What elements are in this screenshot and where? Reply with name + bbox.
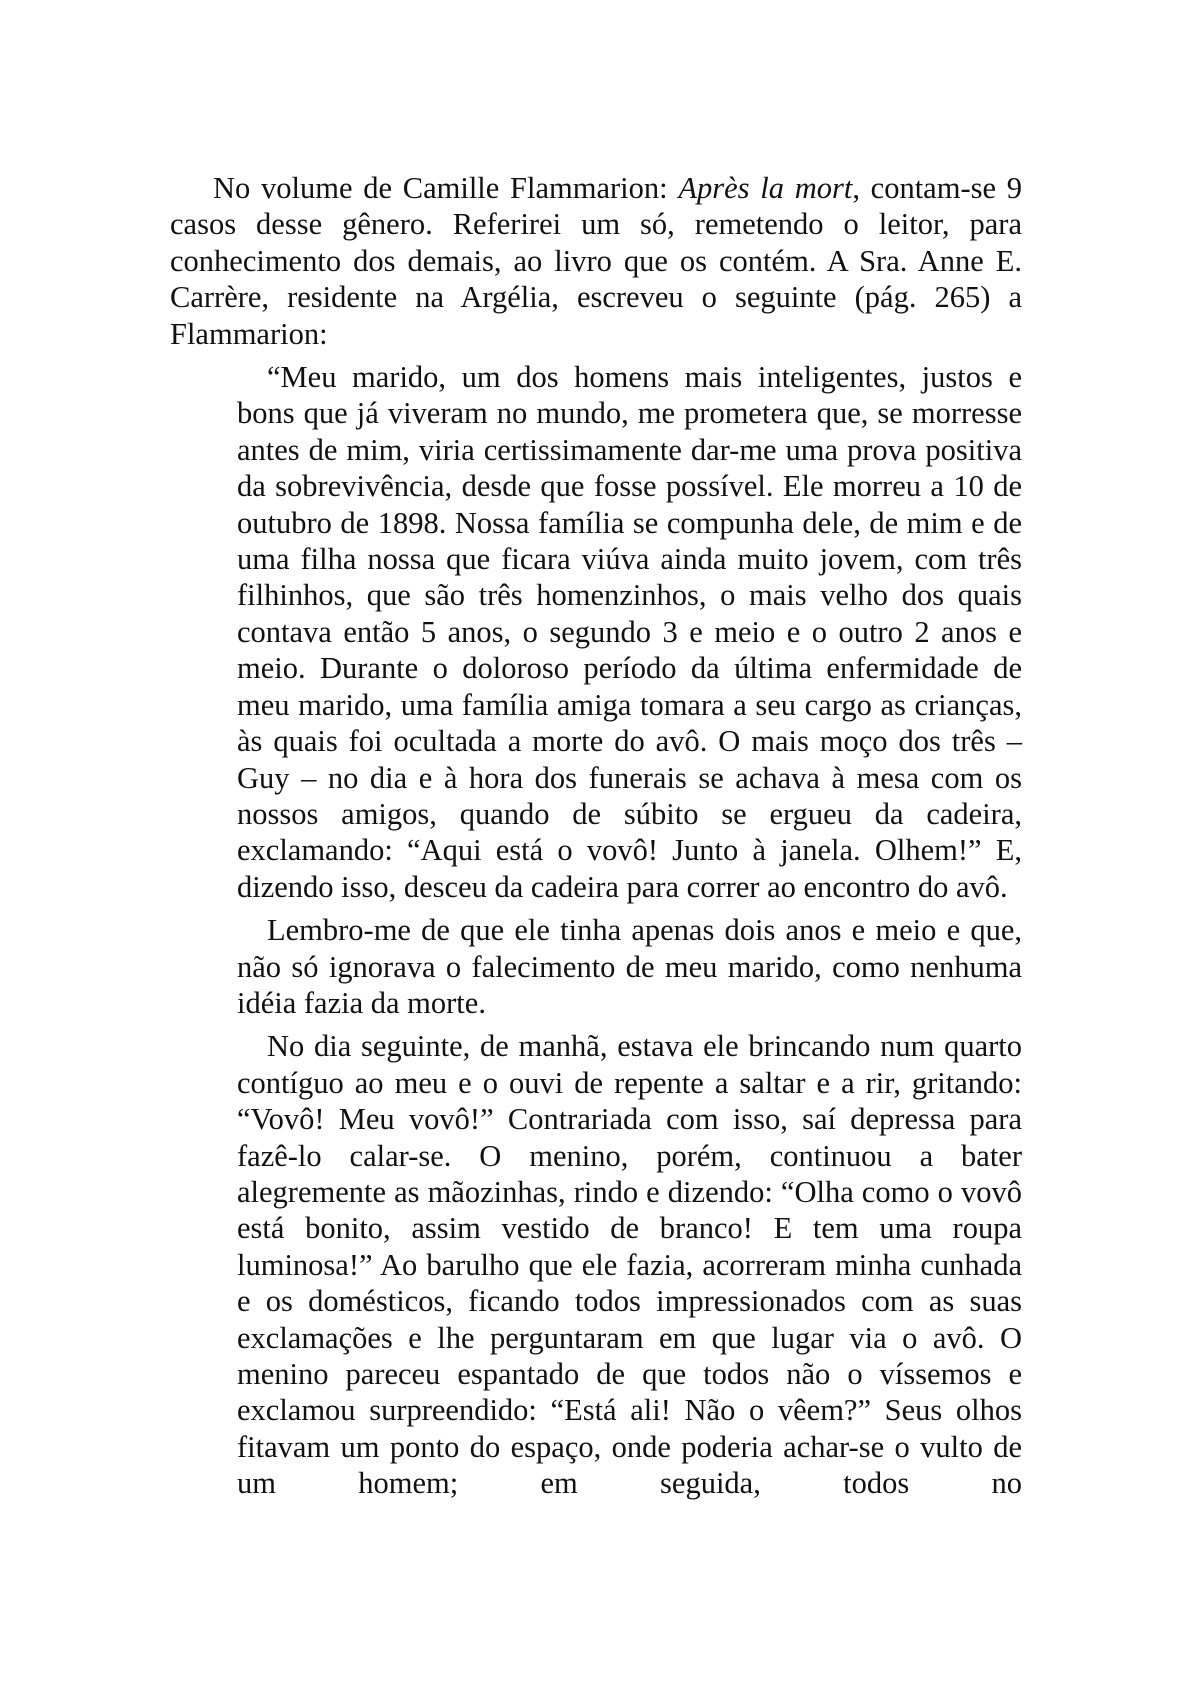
book-title: Après la mort (678, 171, 853, 205)
body-text (170, 170, 1022, 1502)
quote-paragraph-3: No dia seguinte, de manhã, estava ele brincando num quarto contíguo ao meu e o ouvi de repente a saltar e a rir, gritando: “Vovô! Meu vovô!” Contrariada com isso, saí depressa para fazê-lo calar-se. O menino, porém, continuou a bater alegremente as mãozinhas, rindo e dizendo: “Olha como o vovô está bonito, assim vestido de branco! E tem uma roupa luminosa!” Ao barulho que ele fazia, acorreram minha cunhada e os domésticos, ficando todos impressionados com as suas exclamações e lhe perguntaram em que lugar via o avô. O menino pareceu espantado de que todos não o víssemos e exclamou surpreendido: “Está ali! Não o vêem?” Seus olhos fitavam um ponto do espaço, onde poderia achar-se o vulto de um homem; em seguida, todos no (237, 1029, 1022, 1501)
quote-paragraph-2: Lembro-me de que ele tinha apenas dois anos e meio e que, não só ignorava o falecimento de meu marido, como nenhuma idéia fazia da morte. (237, 913, 1022, 1020)
intro-paragraph (170, 170, 1022, 352)
quote-paragraph-1: “Meu marido, um dos homens mais inteligentes, justos e bons que já viveram no mundo, me prometera que, se morresse antes de mim, viria certissimamente dar-me uma prova positiva da sobrevivência, desde que fosse possível. Ele morreu a 10 de outubro de 1898. Nossa família se compunha dele, de mim e de uma filha nossa que ficara viúva ainda muito jovem, com três filhinhos, que são três homenzinhos, o mais velho dos quais contava então 5 anos, o segundo 3 e meio e o outro 2 anos e meio. Durante o doloroso período da última enfermidade de meu marido, uma família amiga tomara a seu cargo as crianças, às quais foi ocultada a morte do avô. O mais moço dos três – Guy – no dia e à hora dos funerais se achava à mesa com os nossos amigos, quando de súbito se ergueu da cadeira, exclamando: “Aqui está o vovô! Junto à janela. Olhem!” E, dizendo isso, desceu da cadeira para correr ao encontro do avô. (237, 360, 1022, 904)
intro-text-after-title: , contam-se 9 casos desse gênero. Referirei um só, remetendo o leitor, para conhecimento dos demais, ao livro que os contém. A Sra. Anne E. Carrère, residente na Argélia, escreveu o seguinte (pág. 265) a Flammarion: (170, 171, 1022, 351)
intro-text-before-title: No volume de Camille Flammarion: (213, 171, 679, 205)
block-quote (237, 359, 1022, 1502)
